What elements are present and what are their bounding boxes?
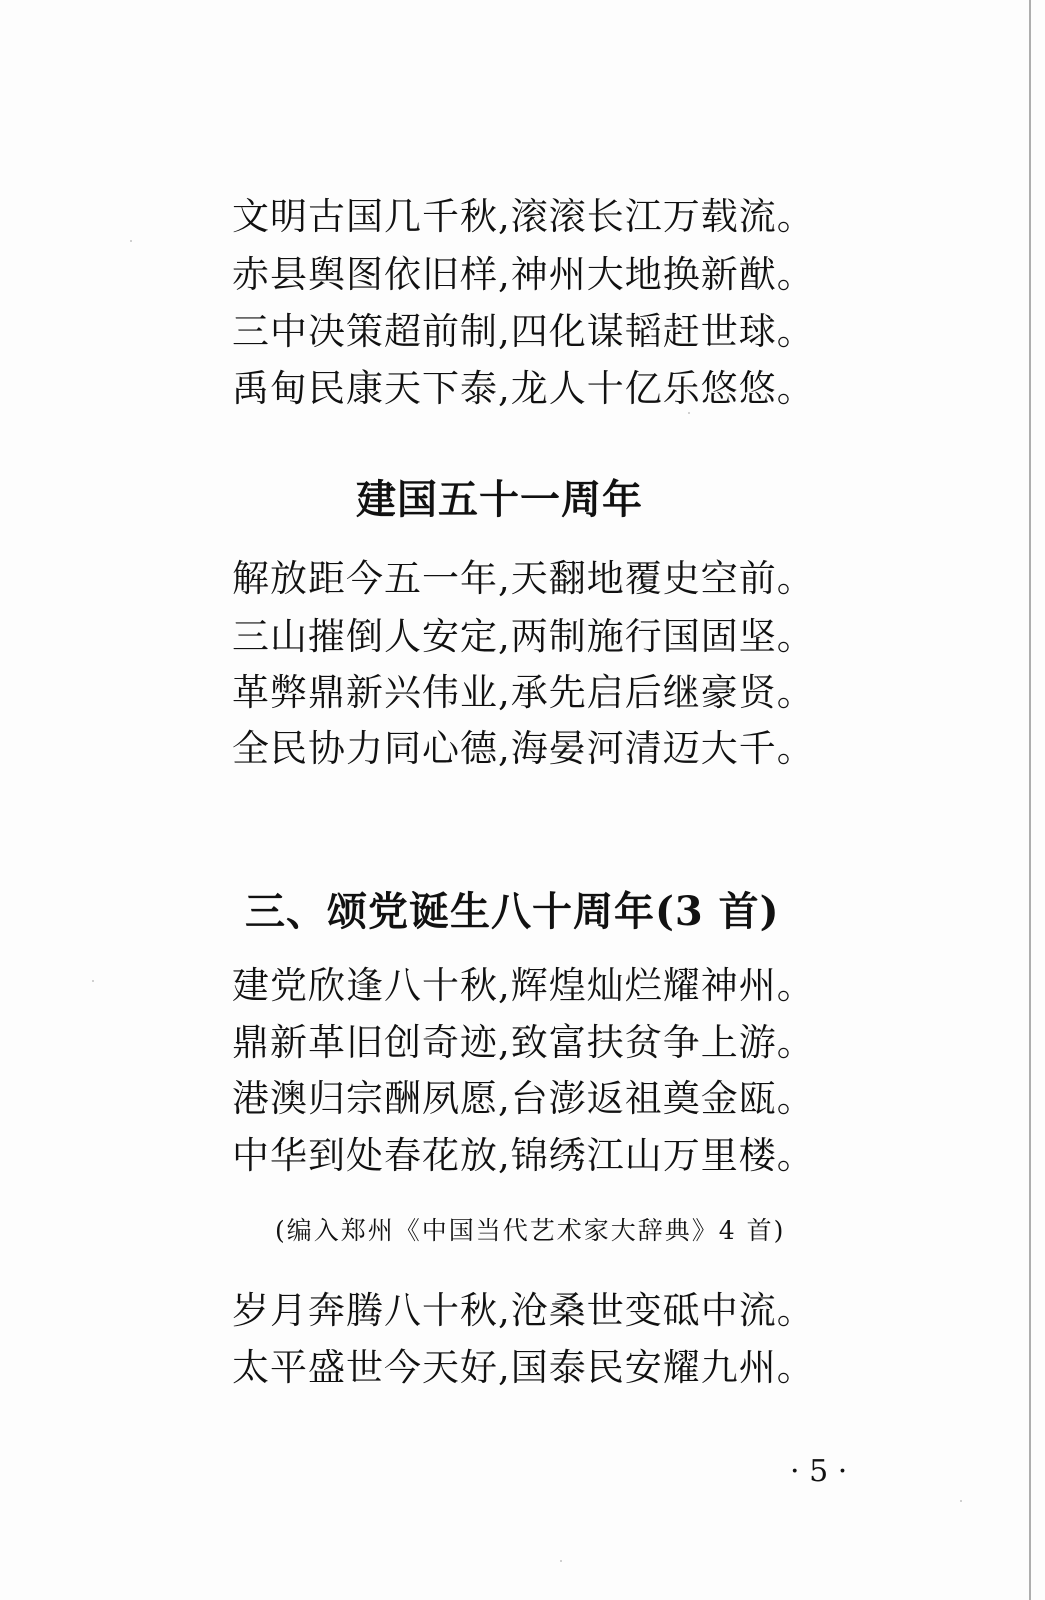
scan-speck: [130, 240, 132, 242]
poem-line: 中华到处春花放,锦绣江山万里楼。: [232, 1134, 815, 1177]
poem-line: 三中决策超前制,四化谋韬赶世球。: [232, 310, 815, 353]
poem-title: 建国五十一周年: [356, 476, 643, 523]
poem-line: 鼎新革旧创奇迹,致富扶贫争上游。: [232, 1021, 815, 1064]
scan-speck: [92, 980, 94, 982]
poem-line: 全民协力同心德,海晏河清迈大千。: [232, 727, 815, 770]
poem-line: 革弊鼎新兴伟业,承先启后继豪贤。: [232, 671, 815, 714]
poem-line: 三山摧倒人安定,两制施行国固坚。: [232, 615, 815, 658]
source-note: (编入郑州《中国当代艺术家大辞典》4 首): [275, 1216, 786, 1245]
poem-line: 太平盛世今天好,国泰民安耀九州。: [232, 1346, 815, 1389]
poem-line: 港澳归宗酬夙愿,台澎返祖奠金瓯。: [232, 1077, 815, 1120]
poem-line: 赤县舆图依旧样,神州大地换新猷。: [232, 253, 815, 296]
poem-line: 解放距今五一年,天翻地覆史空前。: [232, 557, 815, 600]
page-number: · 5 ·: [790, 1454, 848, 1489]
scan-speck: [560, 1560, 562, 1562]
poem-line: 岁月奔腾八十秋,沧桑世变砥中流。: [232, 1289, 815, 1332]
section-title: 三、颂党诞生八十周年(3 首): [245, 888, 780, 935]
scan-edge-line: [1029, 0, 1031, 1600]
poem-line: 建党欣逢八十秋,辉煌灿烂耀神州。: [232, 964, 815, 1007]
poem-line: 禹甸民康天下泰,龙人十亿乐悠悠。: [232, 367, 815, 410]
poem-line: 文明古国几千秋,滚滚长江万载流。: [232, 195, 815, 238]
scan-speck: [688, 412, 690, 414]
scan-speck: [960, 1500, 962, 1502]
